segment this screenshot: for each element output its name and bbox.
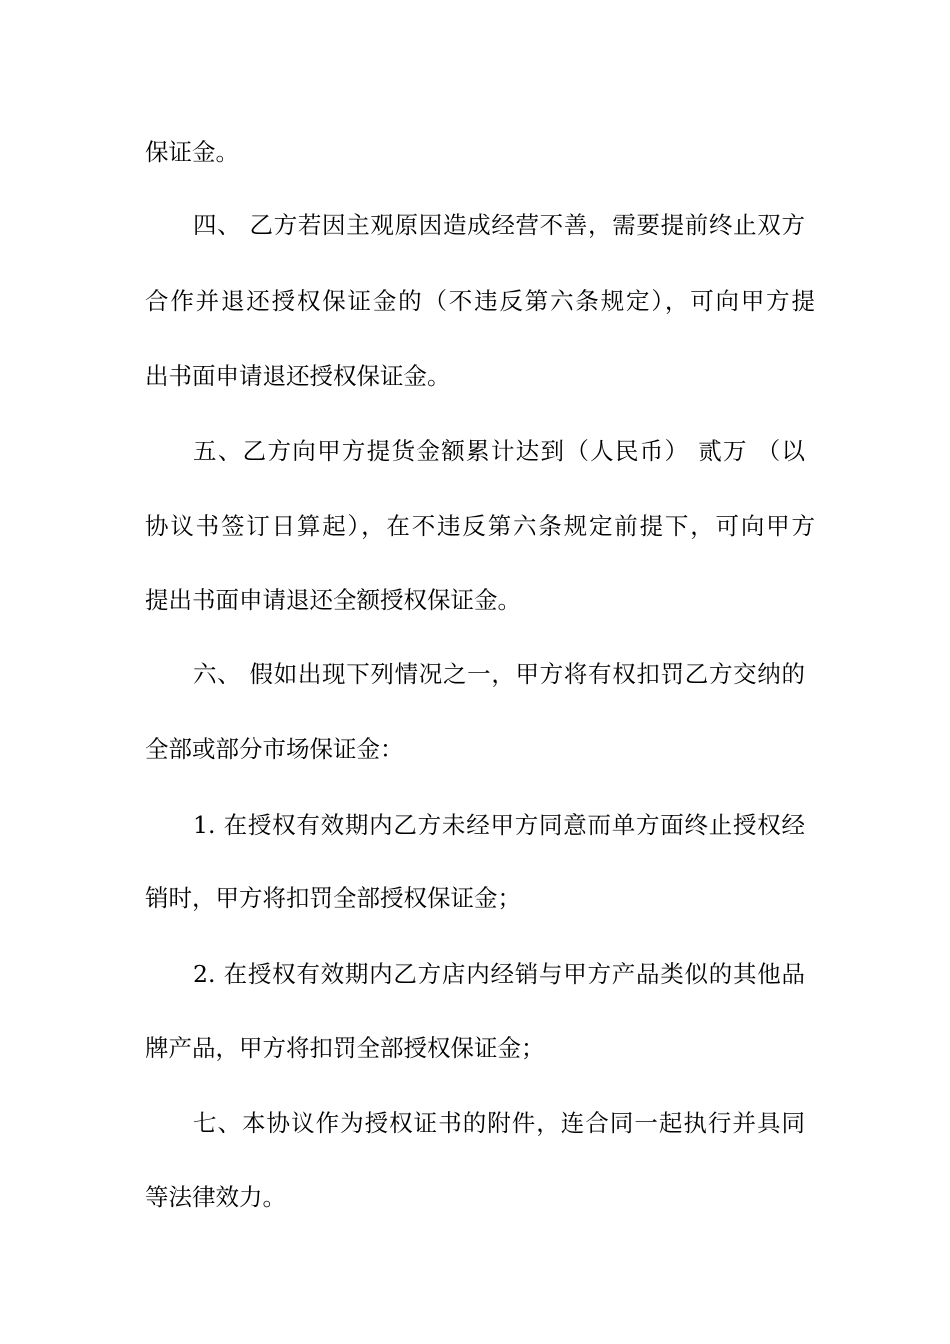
clause-7-line-1: 七、本协议作为授权证书的附件，连合同一起执行并具同 [193,1109,805,1137]
clause-6-line-2: 全部或部分市场保证金： [145,735,404,763]
clause-4-line-1: 四、 乙方若因主观原因造成经营不善，需要提前终止双方 [193,211,805,239]
clause-6-item-1-line-2: 销时，甲方将扣罚全部授权保证金； [145,884,521,912]
clause-4-line-2: 合作并退还授权保证金的（不违反第六条规定），可向甲方提 [145,287,815,315]
text-line: 保证金。 [145,138,239,166]
clause-5-line-1: 五、乙方向甲方提货金额累计达到（人民币） 贰万 （以 [193,437,805,465]
clause-6-item-2-line-2: 牌产品，甲方将扣罚全部授权保证金； [145,1034,545,1062]
clause-4-line-3: 出书面申请退还授权保证金。 [145,362,451,390]
clause-7-line-2: 等法律效力。 [145,1183,286,1211]
clause-6-item-2-line-1: 2. 在授权有效期内乙方店内经销与甲方产品类似的其他品 [193,960,805,988]
clause-6-item-1-line-1: 1. 在授权有效期内乙方未经甲方同意而单方面终止授权经 [193,811,805,839]
clause-5-line-3: 提出书面申请退还全额授权保证金。 [145,586,521,614]
clause-5-line-2: 协议书签订日算起），在不违反第六条规定前提下，可向甲方 [145,512,815,540]
clause-6-line-1: 六、 假如出现下列情况之一，甲方将有权扣罚乙方交纳的 [193,660,805,688]
